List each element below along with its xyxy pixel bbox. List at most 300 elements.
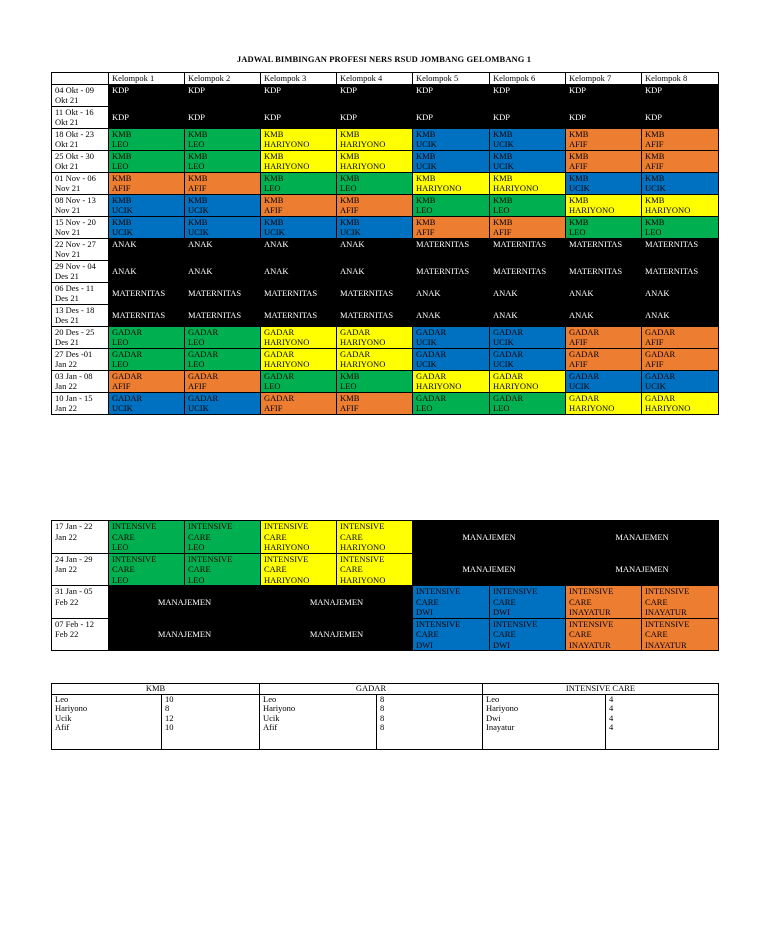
cell-line: LEO bbox=[416, 403, 433, 413]
cell-line: AFIF bbox=[645, 359, 664, 369]
schedule-cell bbox=[642, 392, 719, 414]
summary-name bbox=[483, 694, 606, 704]
cell-line: ANAK bbox=[340, 265, 365, 276]
table-row bbox=[52, 392, 719, 414]
schedule-cell bbox=[261, 106, 337, 128]
schedule-cell bbox=[185, 348, 261, 370]
cell-line: MANAJEMEN bbox=[157, 596, 212, 607]
schedule-cell bbox=[185, 370, 261, 392]
cell-line: LEO bbox=[112, 161, 129, 171]
cell-line: LEO bbox=[112, 337, 129, 347]
cell-line: HARIYONO bbox=[340, 542, 386, 552]
schedule-cell bbox=[490, 392, 566, 414]
cell-line: CARE bbox=[493, 629, 516, 639]
schedule-cell bbox=[261, 84, 337, 106]
cell-line: ANAK bbox=[264, 265, 289, 276]
cell-line: GADAR bbox=[569, 348, 600, 359]
cell-line: HARIYONO bbox=[569, 403, 615, 413]
cell-line: MATERNITAS bbox=[645, 265, 699, 276]
schedule-cell bbox=[642, 326, 719, 348]
schedule-cell bbox=[185, 304, 261, 326]
schedule-cell bbox=[566, 260, 642, 282]
group-header-label: Kelompok 3 bbox=[264, 73, 307, 83]
cell-line: KMB bbox=[340, 216, 360, 227]
summary-group-label: KMB bbox=[145, 683, 166, 693]
cell-line: KMB bbox=[340, 392, 360, 403]
schedule-cell bbox=[109, 128, 185, 150]
cell-line: GADAR bbox=[493, 370, 524, 381]
cell-line: KDP bbox=[340, 111, 358, 122]
cell-line: LEO bbox=[188, 542, 205, 552]
schedule-cell bbox=[413, 172, 490, 194]
cell-line: KMB bbox=[188, 194, 208, 205]
summary-group-title bbox=[260, 684, 483, 695]
cell-line: INTENSIVE bbox=[340, 553, 385, 564]
cell-line: GADAR bbox=[416, 370, 447, 381]
schedule-cell bbox=[566, 618, 642, 651]
summary-name-text: Hariyono bbox=[486, 704, 519, 713]
cell-line: ANAK bbox=[188, 238, 213, 249]
cell-line: GADAR bbox=[112, 392, 143, 403]
summary-count-text: 8 bbox=[380, 704, 385, 713]
schedule-cell bbox=[109, 586, 261, 619]
cell-line: ANAK bbox=[416, 287, 441, 298]
schedule-cell bbox=[642, 150, 719, 172]
schedule-cell bbox=[413, 370, 490, 392]
schedule-cell bbox=[337, 282, 413, 304]
cell-line: MATERNITAS bbox=[188, 309, 242, 320]
date-cell bbox=[52, 238, 109, 260]
schedule-cell bbox=[337, 216, 413, 238]
schedule-cell bbox=[337, 553, 413, 586]
cell-line: LEO bbox=[188, 161, 205, 171]
schedule-cell bbox=[490, 260, 566, 282]
date-cell bbox=[52, 194, 109, 216]
cell-line: HARIYONO bbox=[340, 139, 386, 149]
schedule-cell bbox=[490, 586, 566, 619]
summary-name-text: Ucik bbox=[55, 713, 72, 723]
schedule-cell bbox=[185, 106, 261, 128]
summary-name-text: Leo bbox=[55, 694, 69, 704]
cell-line: CARE bbox=[416, 596, 439, 607]
schedule-cell bbox=[261, 326, 337, 348]
summary-count-text: 10 bbox=[165, 694, 174, 704]
cell-line: KMB bbox=[569, 216, 589, 227]
summary-name bbox=[52, 723, 162, 733]
cell-line: UCIK bbox=[569, 381, 590, 391]
cell-line: HARIYONO bbox=[416, 381, 462, 391]
date-line: 01 Nov - 06 bbox=[55, 172, 96, 183]
summary-name-text: Hariyono bbox=[263, 704, 296, 713]
group-header-label: Kelompok 1 bbox=[112, 73, 155, 83]
cell-line: MATERNITAS bbox=[493, 238, 547, 249]
schedule-cell bbox=[413, 282, 490, 304]
schedule-cell bbox=[566, 282, 642, 304]
cell-line: LEO bbox=[493, 403, 510, 413]
cell-line: LEO bbox=[188, 337, 205, 347]
table-row bbox=[52, 84, 719, 106]
cell-line: GADAR bbox=[493, 326, 524, 337]
date-line: 29 Nov - 04 bbox=[55, 260, 96, 271]
schedule-cell bbox=[566, 128, 642, 150]
schedule-cell bbox=[490, 304, 566, 326]
schedule-cell bbox=[261, 392, 337, 414]
date-cell bbox=[52, 172, 109, 194]
cell-line: GADAR bbox=[112, 348, 143, 359]
schedule-cell bbox=[642, 282, 719, 304]
date-line: 13 Des - 18 bbox=[55, 304, 95, 315]
date-cell bbox=[52, 392, 109, 414]
schedule-cell bbox=[413, 348, 490, 370]
table-row bbox=[52, 521, 719, 554]
schedule-cell bbox=[109, 84, 185, 106]
date-line: Jan 22 bbox=[55, 564, 77, 574]
date-line: 31 Jan - 05 bbox=[55, 586, 93, 596]
group-header bbox=[337, 73, 413, 85]
group-header bbox=[642, 73, 719, 85]
cell-line: UCIK bbox=[112, 403, 133, 413]
summary-count-text: 8 bbox=[380, 723, 385, 732]
table-row bbox=[52, 216, 719, 238]
cell-line: LEO bbox=[645, 227, 662, 237]
summary-count-text: 4 bbox=[609, 723, 614, 732]
schedule-cell bbox=[261, 586, 413, 619]
cell-line: INTENSIVE bbox=[188, 553, 233, 564]
corner-cell bbox=[52, 73, 109, 85]
summary-name-text: Ucik bbox=[263, 713, 280, 723]
summary-empty-cell bbox=[606, 733, 719, 750]
cell-line: LEO bbox=[112, 359, 129, 369]
schedule-cell bbox=[185, 172, 261, 194]
schedule-cell bbox=[261, 194, 337, 216]
cell-line: LEO bbox=[112, 542, 129, 552]
date-cell bbox=[52, 521, 109, 554]
schedule-cell bbox=[337, 172, 413, 194]
schedule-cell bbox=[185, 553, 261, 586]
schedule-cell bbox=[413, 618, 490, 651]
cell-line: KMB bbox=[416, 150, 436, 161]
date-line: Nov 21 bbox=[55, 183, 81, 193]
cell-line: ANAK bbox=[340, 238, 365, 249]
schedule-cell bbox=[566, 392, 642, 414]
schedule-cell bbox=[413, 150, 490, 172]
summary-name bbox=[260, 694, 377, 704]
cell-line: HARIYONO bbox=[264, 337, 310, 347]
cell-line: KMB bbox=[416, 216, 436, 227]
schedule-cell bbox=[337, 238, 413, 260]
summary-name-text: Hariyono bbox=[55, 704, 88, 713]
cell-line: CARE bbox=[264, 564, 287, 574]
cell-line: AFIF bbox=[493, 227, 512, 237]
summary-count-text: 8 bbox=[165, 704, 170, 713]
date-line: 20 Des - 25 bbox=[55, 326, 95, 337]
schedule-cell bbox=[566, 150, 642, 172]
cell-line: MATERNITAS bbox=[340, 309, 394, 320]
schedule-cell bbox=[642, 304, 719, 326]
schedule-cell bbox=[490, 216, 566, 238]
schedule-cell bbox=[109, 618, 261, 651]
cell-line: CARE bbox=[112, 564, 135, 574]
cell-line: UCIK bbox=[416, 359, 437, 369]
cell-line: UCIK bbox=[493, 359, 514, 369]
cell-line: KMB bbox=[645, 216, 665, 227]
cell-line: ANAK bbox=[264, 238, 289, 249]
cell-line: LEO bbox=[264, 183, 281, 193]
summary-row bbox=[52, 723, 719, 733]
cell-line: GADAR bbox=[569, 370, 600, 381]
date-line: Des 21 bbox=[55, 315, 79, 325]
summary-count bbox=[606, 694, 719, 704]
schedule-cell bbox=[261, 521, 337, 554]
schedule-cell bbox=[261, 128, 337, 150]
schedule-cell bbox=[490, 370, 566, 392]
schedule-cell bbox=[566, 194, 642, 216]
cell-line: ANAK bbox=[493, 309, 518, 320]
schedule-cell bbox=[566, 348, 642, 370]
cell-line: LEO bbox=[112, 574, 129, 585]
group-header bbox=[566, 73, 642, 85]
schedule-cell bbox=[413, 260, 490, 282]
schedule-cell bbox=[185, 260, 261, 282]
schedule-cell bbox=[413, 216, 490, 238]
summary-count-text: 4 bbox=[609, 694, 614, 704]
cell-line: INTENSIVE bbox=[264, 521, 309, 531]
cell-line: INTENSIVE bbox=[264, 553, 309, 564]
schedule-cell bbox=[642, 238, 719, 260]
cell-line: HARIYONO bbox=[569, 205, 615, 215]
cell-line: HARIYONO bbox=[264, 574, 310, 585]
cell-line: HARIYONO bbox=[264, 542, 310, 552]
schedule-cell bbox=[642, 370, 719, 392]
cell-line: GADAR bbox=[493, 348, 524, 359]
table-row bbox=[52, 618, 719, 651]
cell-line: ANAK bbox=[188, 265, 213, 276]
date-line: Okt 21 bbox=[55, 139, 79, 149]
schedule-cell bbox=[109, 238, 185, 260]
cell-line: AFIF bbox=[112, 381, 131, 391]
schedule-cell bbox=[642, 586, 719, 619]
date-line: 03 Jan - 08 bbox=[55, 370, 93, 381]
cell-line: UCIK bbox=[188, 403, 209, 413]
cell-line: UCIK bbox=[645, 381, 666, 391]
schedule-cell bbox=[566, 84, 642, 106]
cell-line: GADAR bbox=[264, 370, 295, 381]
summary-name-text: Afif bbox=[55, 723, 70, 732]
cell-line: KMB bbox=[493, 150, 513, 161]
group-header bbox=[413, 73, 490, 85]
schedule-cell bbox=[109, 106, 185, 128]
cell-line: UCIK bbox=[188, 227, 209, 237]
cell-line: UCIK bbox=[188, 205, 209, 215]
cell-line: KMB bbox=[493, 216, 513, 227]
cell-line: KDP bbox=[112, 111, 130, 122]
schedule-cell bbox=[490, 172, 566, 194]
schedule-cell bbox=[413, 194, 490, 216]
cell-line: KDP bbox=[569, 111, 587, 122]
schedule-cell bbox=[109, 392, 185, 414]
cell-line: AFIF bbox=[112, 183, 131, 193]
date-line: 11 Okt - 16 bbox=[55, 106, 94, 117]
cell-line: GADAR bbox=[188, 326, 219, 337]
cell-line: GADAR bbox=[416, 348, 447, 359]
schedule-cell bbox=[337, 194, 413, 216]
schedule-cell bbox=[337, 392, 413, 414]
schedule-cell bbox=[642, 216, 719, 238]
cell-line: MATERNITAS bbox=[569, 265, 623, 276]
cell-line: KMB bbox=[264, 128, 284, 139]
date-cell bbox=[52, 553, 109, 586]
date-line: Okt 21 bbox=[55, 117, 79, 127]
cell-line: MATERNITAS bbox=[645, 238, 699, 249]
cell-line: KDP bbox=[493, 111, 511, 122]
cell-line: KMB bbox=[569, 128, 589, 139]
cell-line: KMB bbox=[645, 128, 665, 139]
group-header bbox=[185, 73, 261, 85]
schedule-cell bbox=[337, 128, 413, 150]
schedule-cell bbox=[337, 326, 413, 348]
cell-line: KMB bbox=[112, 194, 132, 205]
summary-table bbox=[51, 683, 719, 750]
cell-line: KMB bbox=[416, 194, 436, 205]
summary-name bbox=[483, 714, 606, 724]
schedule-cell bbox=[490, 618, 566, 651]
cell-line: MANAJEMEN bbox=[615, 531, 669, 542]
group-header-label: Kelompok 5 bbox=[416, 73, 459, 83]
summary-empty-cell bbox=[377, 733, 483, 750]
schedule-cell bbox=[261, 304, 337, 326]
schedule-cell bbox=[109, 553, 185, 586]
cell-line: LEO bbox=[416, 205, 433, 215]
table-row bbox=[52, 128, 719, 150]
cell-line: HARIYONO bbox=[493, 381, 539, 391]
schedule-cell bbox=[261, 370, 337, 392]
schedule-cell bbox=[109, 150, 185, 172]
cell-line: UCIK bbox=[112, 205, 133, 215]
schedule-cell bbox=[261, 348, 337, 370]
cell-line: KDP bbox=[112, 84, 130, 95]
cell-line: HARIYONO bbox=[645, 403, 691, 413]
cell-line: LEO bbox=[493, 205, 510, 215]
date-line: 06 Des - 11 bbox=[55, 282, 95, 293]
cell-line: HARIYONO bbox=[264, 161, 310, 171]
cell-line: GADAR bbox=[416, 392, 447, 403]
summary-group-title bbox=[52, 684, 260, 695]
cell-line: KMB bbox=[645, 172, 665, 183]
cell-line: AFIF bbox=[188, 381, 207, 391]
cell-line: CARE bbox=[645, 596, 668, 607]
cell-line: KDP bbox=[416, 84, 434, 95]
summary-count-text: 8 bbox=[380, 694, 385, 704]
summary-name bbox=[260, 723, 377, 733]
cell-line: GADAR bbox=[569, 326, 600, 337]
cell-line: INTENSIVE bbox=[493, 586, 538, 596]
cell-line: GADAR bbox=[264, 326, 295, 337]
cell-line: KMB bbox=[112, 150, 132, 161]
cell-line: HARIYONO bbox=[645, 205, 691, 215]
cell-line: KMB bbox=[264, 216, 284, 227]
date-line: Feb 22 bbox=[55, 596, 79, 607]
cell-line: KDP bbox=[645, 84, 663, 95]
date-line: Nov 21 bbox=[55, 227, 81, 237]
cell-line: KMB bbox=[188, 172, 208, 183]
cell-line: UCIK bbox=[112, 227, 133, 237]
schedule-cell bbox=[109, 326, 185, 348]
cell-line: CARE bbox=[493, 596, 516, 607]
schedule-cell bbox=[490, 84, 566, 106]
schedule-cell bbox=[337, 150, 413, 172]
schedule-cell bbox=[413, 128, 490, 150]
cell-line: UCIK bbox=[416, 337, 437, 347]
table-row bbox=[52, 238, 719, 260]
cell-line: KMB bbox=[416, 172, 436, 183]
schedule-cell bbox=[109, 521, 185, 554]
cell-line: GADAR bbox=[340, 348, 371, 359]
schedule-cell bbox=[566, 553, 719, 586]
cell-line: MATERNITAS bbox=[264, 287, 318, 298]
schedule-cell bbox=[566, 106, 642, 128]
table-row bbox=[52, 172, 719, 194]
summary-row bbox=[52, 714, 719, 724]
schedule-cell bbox=[109, 348, 185, 370]
summary-count-text: 4 bbox=[609, 713, 614, 723]
cell-line: GADAR bbox=[645, 392, 676, 403]
schedule-cell bbox=[566, 326, 642, 348]
schedule-table-2 bbox=[51, 520, 719, 651]
cell-line: INTENSIVE bbox=[416, 618, 461, 629]
schedule-cell bbox=[109, 194, 185, 216]
schedule-cell bbox=[490, 282, 566, 304]
schedule-cell bbox=[490, 348, 566, 370]
cell-line: AFIF bbox=[188, 183, 207, 193]
cell-line: KMB bbox=[188, 128, 208, 139]
table-row bbox=[52, 370, 719, 392]
cell-line: LEO bbox=[188, 359, 205, 369]
cell-line: GADAR bbox=[645, 326, 676, 337]
cell-line: HARIYONO bbox=[264, 139, 310, 149]
cell-line: GADAR bbox=[188, 370, 219, 381]
schedule-cell bbox=[185, 150, 261, 172]
cell-line: MATERNITAS bbox=[340, 287, 394, 298]
schedule-cell bbox=[185, 326, 261, 348]
date-cell bbox=[52, 84, 109, 106]
cell-line: CARE bbox=[264, 531, 287, 542]
schedule-cell bbox=[261, 216, 337, 238]
cell-line: INTENSIVE bbox=[416, 586, 461, 596]
date-line: Nov 21 bbox=[55, 249, 81, 259]
cell-line: HARIYONO bbox=[416, 183, 462, 193]
schedule-cell bbox=[337, 521, 413, 554]
cell-line: KMB bbox=[493, 172, 513, 183]
date-cell bbox=[52, 128, 109, 150]
cell-line: CARE bbox=[340, 531, 363, 542]
cell-line: MATERNITAS bbox=[264, 309, 318, 320]
cell-line: ANAK bbox=[112, 265, 137, 276]
cell-line: KMB bbox=[340, 128, 360, 139]
schedule-cell bbox=[566, 172, 642, 194]
schedule-cell bbox=[642, 194, 719, 216]
cell-line: HARIYONO bbox=[340, 337, 386, 347]
date-line: 25 Okt - 30 bbox=[55, 150, 94, 161]
summary-name-text: Inayatur bbox=[486, 723, 515, 732]
cell-line: AFIF bbox=[645, 139, 664, 149]
table-row bbox=[52, 150, 719, 172]
table-row bbox=[52, 260, 719, 282]
cell-line: LEO bbox=[569, 227, 586, 237]
schedule-cell bbox=[413, 84, 490, 106]
summary-count bbox=[162, 714, 260, 724]
cell-line: INTENSIVE bbox=[493, 618, 538, 629]
summary-count bbox=[162, 694, 260, 704]
